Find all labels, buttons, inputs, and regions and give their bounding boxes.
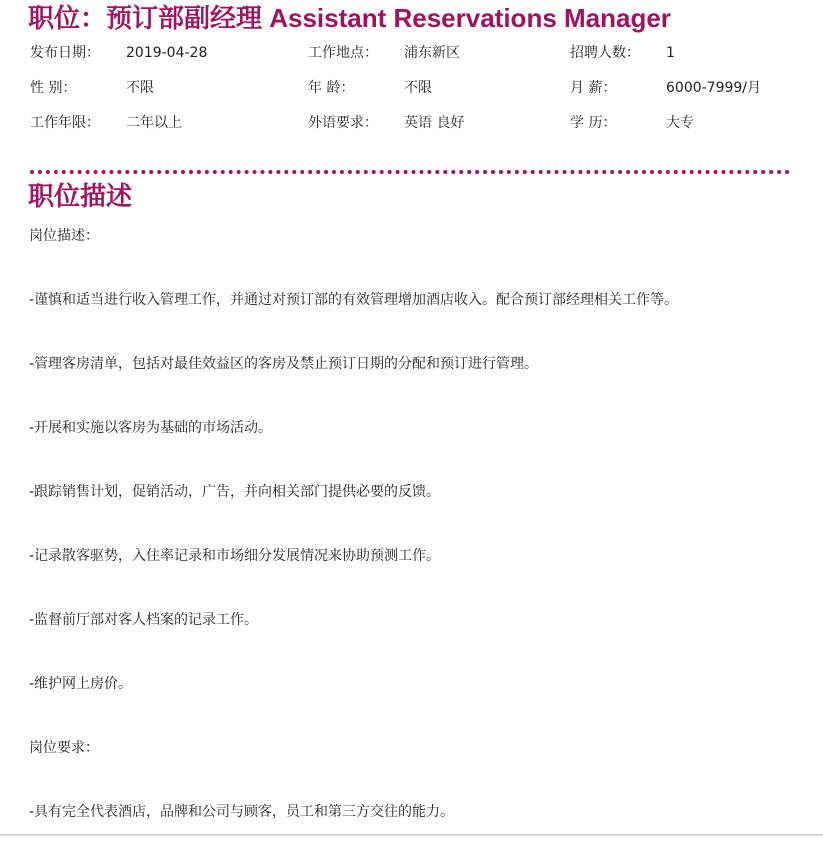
- job-info-grid: [30, 40, 810, 145]
- salary-label: 月 薪：: [570, 80, 617, 96]
- headcount-value: 1: [666, 45, 675, 61]
- dotted-divider: [30, 170, 790, 174]
- job-description: [29, 226, 819, 866]
- description-heading: 岗位描述：: [29, 228, 99, 244]
- age-value: 不限: [404, 80, 432, 96]
- headcount-label: 招聘人数：: [570, 45, 640, 61]
- experience-label: 工作年限：: [30, 115, 100, 131]
- info-row: [30, 40, 810, 75]
- publish-date-label: 发布日期：: [30, 45, 100, 61]
- requirements-heading: 岗位要求：: [29, 740, 99, 756]
- work-location-label: 工作地点：: [308, 45, 378, 61]
- language-label: 外语要求：: [308, 115, 378, 131]
- salary-value: 6000-7999/月: [666, 80, 762, 96]
- description-item: -管理客房清单，包括对最佳效益区的客房及禁止预订日期的分配和预订进行管理。: [29, 356, 539, 372]
- age-label: 年 龄：: [308, 80, 355, 96]
- description-item: -记录散客驱势，入住率记录和市场细分发展情况来协助预测工作。: [29, 548, 441, 564]
- education-label: 学 历：: [570, 115, 617, 131]
- description-item: -开展和实施以客房为基础的市场活动。: [29, 420, 273, 436]
- education-value: 大专: [666, 115, 694, 131]
- publish-date-value: 2019-04-28: [126, 45, 208, 61]
- job-title: 职位：预订部副经理 Assistant Reservations Manager: [28, 3, 671, 33]
- info-row: [30, 75, 810, 110]
- gender-value: 不限: [126, 80, 154, 96]
- experience-value: 二年以上: [126, 115, 182, 131]
- gender-label: 性 别：: [30, 80, 77, 96]
- description-item: -监督前厅部对客人档案的记录工作。: [29, 612, 259, 628]
- section-title: 职位描述: [28, 182, 133, 212]
- info-row: [30, 110, 810, 145]
- language-value: 英语 良好: [404, 115, 465, 131]
- description-item: -维护网上房价。: [29, 676, 133, 692]
- description-item: -跟踪销售计划，促销活动，广告，并向相关部门提供必要的反馈。: [29, 484, 441, 500]
- description-item: -谨慎和适当进行收入管理工作，并通过对预订部的有效管理增加酒店收入。配合预订部经理相关工作等。: [29, 292, 679, 308]
- work-location-value: 浦东新区: [404, 45, 460, 61]
- requirement-item: -具有完全代表酒店，品牌和公司与顾客，员工和第三方交往的能力。: [29, 804, 455, 820]
